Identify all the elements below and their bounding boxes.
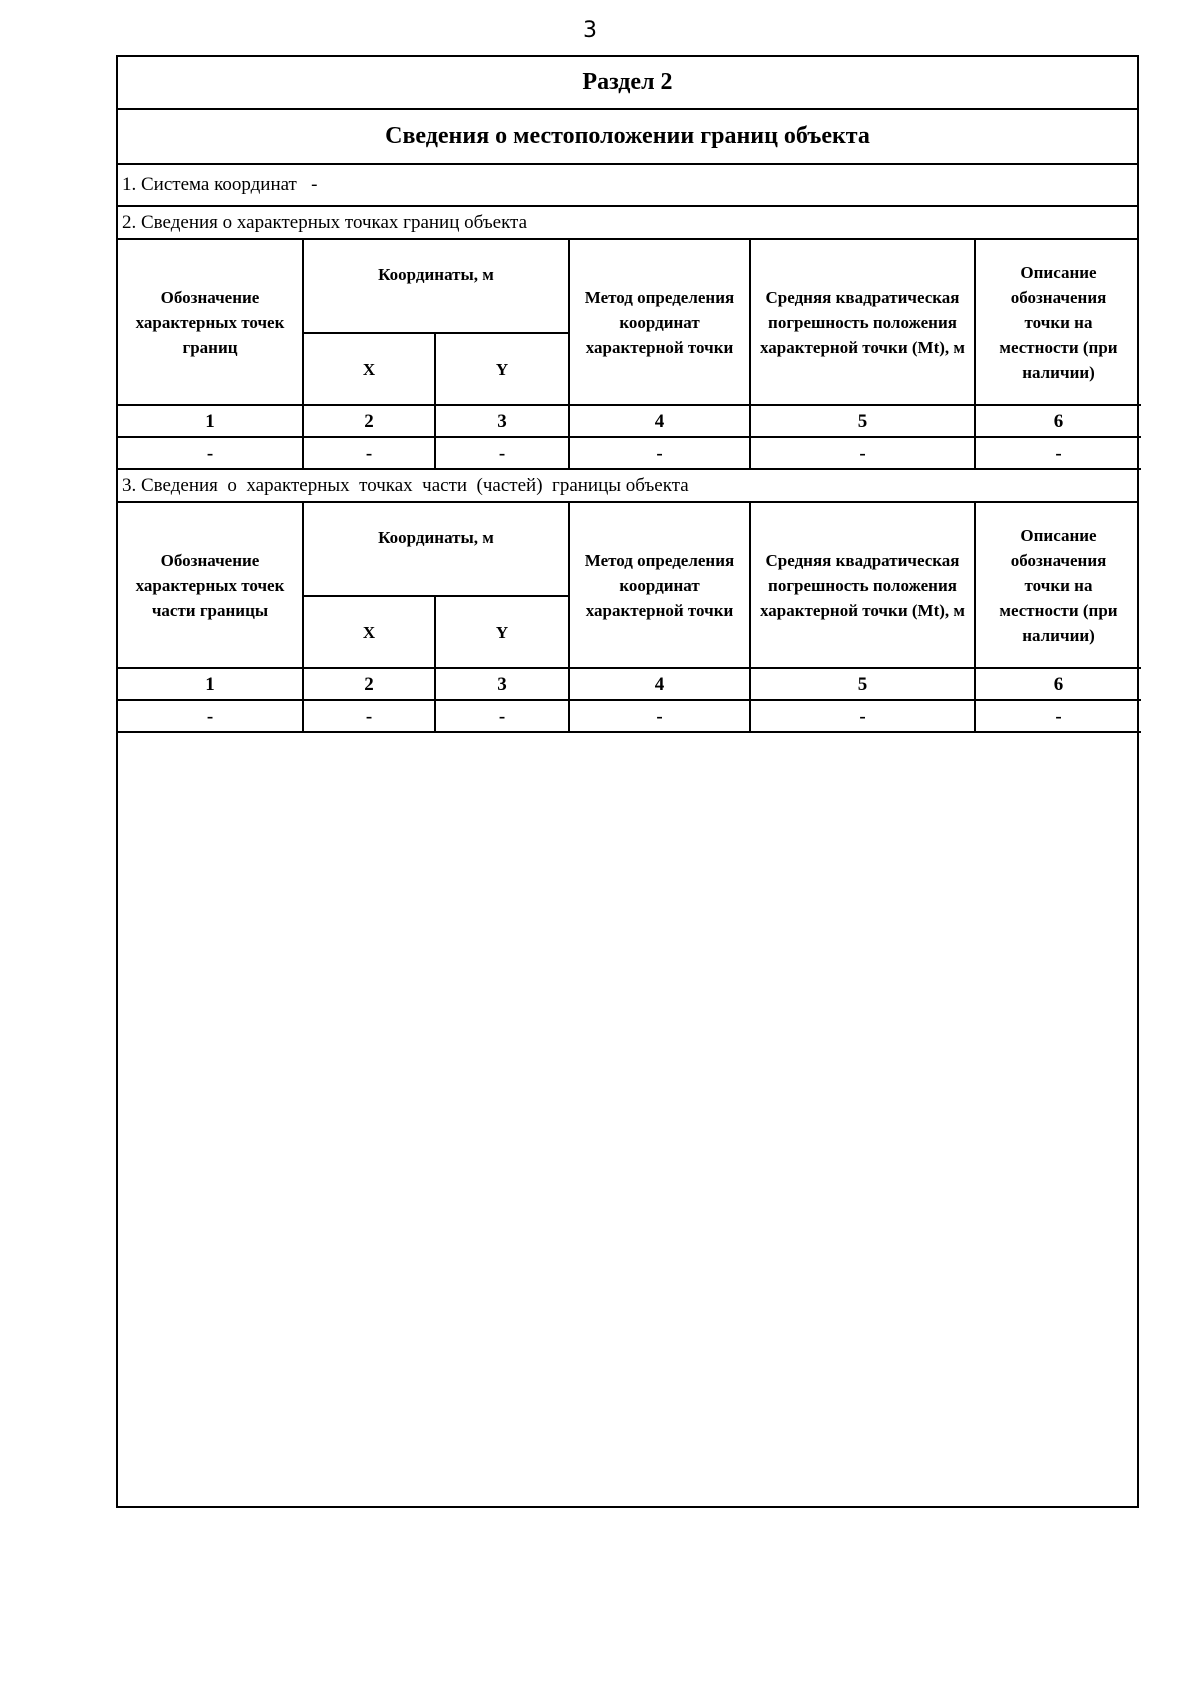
table2-header-coordinates: Координаты, м: [303, 503, 569, 596]
table1-row: [118, 437, 1141, 469]
table1-header-description: Описание обозначения точки на местности (при наличии): [975, 240, 1141, 405]
table2-header-method: Метод определения координат характерной точки: [569, 503, 750, 668]
table1-cell: -: [435, 437, 569, 469]
section-title: Раздел 2: [118, 57, 1137, 110]
table2-column-number: 4: [569, 668, 750, 700]
page-number: 3: [583, 18, 597, 43]
table2-header-designation: Обозначение характерных точек части границы: [118, 503, 303, 668]
table2-cell: -: [975, 700, 1141, 732]
table2-caption: 3. Сведения о характерных точках части (частей) границы объекта: [118, 470, 1137, 503]
table2-header-x: X: [303, 596, 435, 668]
table1-caption: 2. Сведения о характерных точках границ объекта: [118, 207, 1137, 240]
table2-column-number: 3: [435, 668, 569, 700]
table2-column-number: 5: [750, 668, 975, 700]
table1-column-number: 2: [303, 405, 435, 437]
table2-header-error: Средняя квадратическая погрешность положения характерной точки (Mt), м: [750, 503, 975, 668]
table1-header-designation: Обозначение характерных точек границ: [118, 240, 303, 405]
table2-cell: -: [569, 700, 750, 732]
table1-header-x: X: [303, 333, 435, 405]
table1-cell: -: [118, 437, 303, 469]
table1-column-number: 4: [569, 405, 750, 437]
table2-cell: -: [750, 700, 975, 732]
table1-header-y: Y: [435, 333, 569, 405]
table2-header-description: Описание обозначения точки на местности (при наличии): [975, 503, 1141, 668]
table2: [118, 503, 1141, 733]
table1-cell: -: [303, 437, 435, 469]
table1-cell: -: [975, 437, 1141, 469]
table1-column-number: 5: [750, 405, 975, 437]
table1-column-number: 6: [975, 405, 1141, 437]
table1: [118, 240, 1141, 470]
section-subtitle: Сведения о местоположении границ объекта: [118, 110, 1137, 165]
table1-cell: -: [750, 437, 975, 469]
coordinate-system-line: 1. Система координат -: [118, 165, 1137, 207]
table2-header-y: Y: [435, 596, 569, 668]
table1-header-method: Метод определения координат характерной точки: [569, 240, 750, 405]
table2-column-number: 2: [303, 668, 435, 700]
table1-header-coordinates: Координаты, м: [303, 240, 569, 333]
table2-row: [118, 700, 1141, 732]
table2-column-number: 1: [118, 668, 303, 700]
table2-cell: -: [118, 700, 303, 732]
table2-column-number: 6: [975, 668, 1141, 700]
table2-cell: -: [303, 700, 435, 732]
table1-header-error: Средняя квадратическая погрешность положения характерной точки (Mt), м: [750, 240, 975, 405]
table1-column-number: 3: [435, 405, 569, 437]
table1-cell: -: [569, 437, 750, 469]
table1-column-number: 1: [118, 405, 303, 437]
document-frame: [116, 55, 1139, 1508]
table2-cell: -: [435, 700, 569, 732]
